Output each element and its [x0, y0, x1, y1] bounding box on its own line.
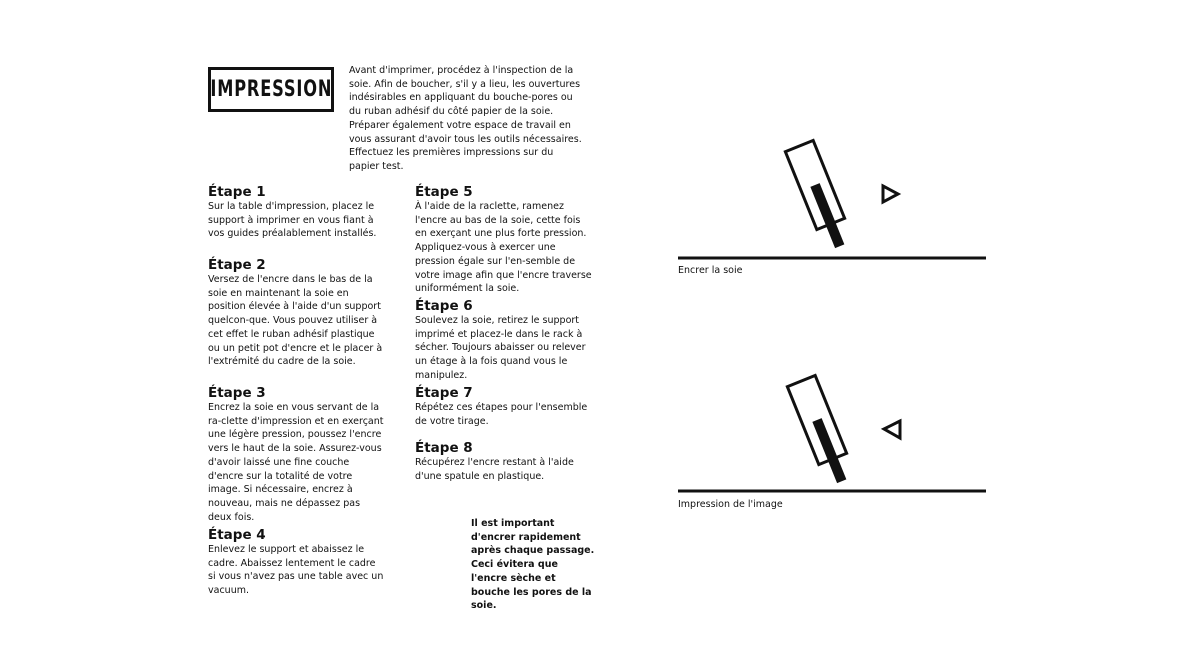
- step-7: [415, 386, 595, 428]
- step-4: [208, 528, 384, 598]
- step-text: Enlevez le support et abaissez le cadre. Abaissez lentement le cadre si vous n'avez pas une table avec un vacuum.: [208, 544, 384, 597]
- step-text: Soulevez la soie, retirez le support imprimé et placez-le dans le rack à sécher. Toujours abaisser ou relever un étage à la fois quand vous le manipulez.: [415, 315, 586, 381]
- step-text: Versez de l'encre dans le bas de la soie en maintenant la soie en position élevée à l'aide d'un support quelcon-que. Vous pouvez utiliser à cet effet le ruban adhésif plastique ou un petit pot d'encre et le placer à l'extrémité du cadre de la soie.: [208, 274, 383, 368]
- step-2: [208, 258, 384, 369]
- step-title: Étape 4: [208, 527, 266, 543]
- step-6: [415, 299, 595, 383]
- step-title: Étape 6: [415, 298, 473, 314]
- step-5: [415, 185, 595, 296]
- step-text: Récupérez l'encre restant à l'aide d'une spatule en plastique.: [415, 457, 574, 482]
- step-title: Étape 1: [208, 184, 266, 200]
- step-title: Étape 3: [208, 385, 266, 401]
- page-title-box: [208, 67, 334, 112]
- step-title: Étape 2: [208, 257, 266, 273]
- important-note: Il est important d'encrer rapidement après chaque passage. Ceci évitera que l'encre sèche et bouche les pores de la soie.: [471, 518, 595, 612]
- step-text: Encrez la soie en vous servant de la ra-clette d'impression et en exerçant une légère pression, poussez l'encre vers le haut de la soie. Assurez-vous d'avoir laissé une fine couche d'encre sur la totalité de votre image. Si nécessaire, encrez à nouveau, mais ne dépassez pas deux fois.: [208, 402, 384, 523]
- step-title: Étape 8: [415, 440, 473, 456]
- squeegee-icon: [785, 140, 853, 251]
- page-title: IMPRESSION: [210, 77, 332, 102]
- squeegee-icon: [787, 375, 855, 486]
- step-3: [208, 386, 384, 524]
- ink-screen-diagram: [676, 135, 990, 265]
- intro-paragraph: Avant d'imprimer, procédez à l'inspection de la soie. Afin de boucher, s'il y a lieu, les ouvertures indésirables en appliquant du bouche-pores ou du ruban adhésif du côté papier de la soie. Préparer également votre espace de travail en vous assurant d'avoir tous les outils nécessaires. Effectuez les premières impressions sur du papier test.: [349, 65, 582, 172]
- arrow-left-icon: [884, 421, 900, 438]
- diagram-label-ink: Encrer la soie: [678, 265, 743, 276]
- print-image-diagram: [676, 369, 990, 499]
- step-1: [208, 185, 384, 241]
- arrow-right-icon: [883, 186, 898, 202]
- step-8: [415, 441, 595, 483]
- step-text: Sur la table d'impression, placez le support à imprimer en vous fiant à vos guides préalablement installés.: [208, 201, 377, 240]
- diagram-label-print: Impression de l'image: [678, 499, 783, 510]
- step-title: Étape 5: [415, 184, 473, 200]
- step-title: Étape 7: [415, 385, 473, 401]
- step-text: À l'aide de la raclette, ramenez l'encre au bas de la soie, cette fois en exerçant une plus forte pression. Appliquez-vous à exercer une pression égale sur l'en-semble de votre image afin que l'encre traverse uniformément la soie.: [415, 201, 592, 295]
- step-text: Répétez ces étapes pour l'ensemble de votre tirage.: [415, 402, 588, 427]
